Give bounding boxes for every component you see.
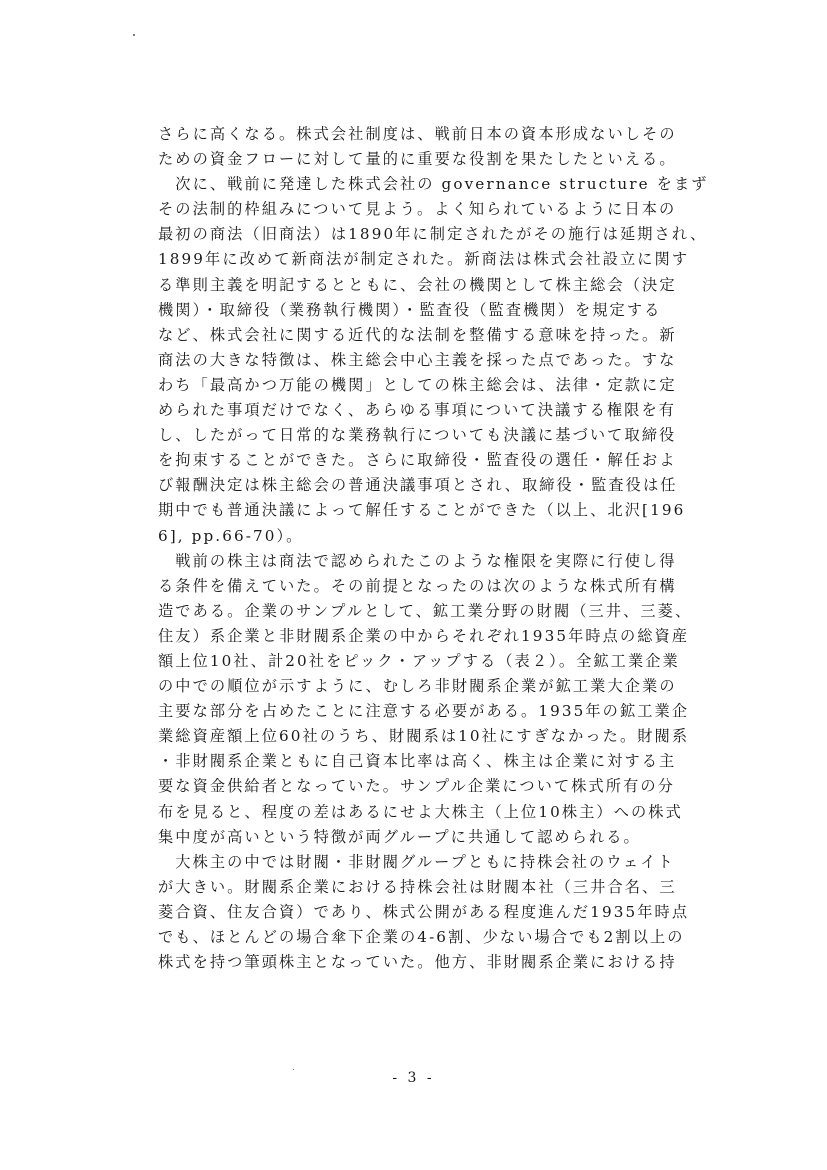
- text-line: わち「最高かつ万能の機関」としての株主総会は、法律・定款に定: [158, 375, 677, 394]
- text-line: 期中でも普通決議によって解任することができた（以上、北沢[196: [158, 501, 686, 520]
- body-text: [158, 122, 718, 975]
- text-line: 菱合資、住友合資）であり、株式公開がある程度進んだ1935年時点: [158, 902, 690, 921]
- text-line: 住友）系企業と非財閥系企業の中からそれぞれ1935年時点の総資産: [158, 626, 690, 645]
- text-line: る条件を備えていた。その前提となったのは次のような株式所有構: [158, 576, 677, 595]
- text-line: の中での順位が示すように、むしろ非財閥系企業が鉱工業大企業の: [158, 677, 677, 696]
- text-line: められた事項だけでなく、あらゆる事項について決議する権限を有: [158, 401, 677, 420]
- text-line: 業総資産額上位60社のうち、財閥系は10社にすぎなかった。財閥系: [158, 727, 690, 746]
- text-line: 戦前の株主は商法で認められたこのような権限を実際に行使し得: [158, 551, 677, 570]
- text-line: が大きい。財閥系企業における持株会社は財閥本社（三井合名、三: [158, 877, 677, 896]
- text-line: さらに高くなる。株式会社制度は、戦前日本の資本形成ないしその: [158, 125, 677, 143]
- text-line: 株式を持つ筆頭株主となっていた。他方、非財閥系企業における持: [158, 953, 677, 972]
- text-line: 造である。企業のサンプルとして、鉱工業分野の財閥（三井、三菱、: [158, 601, 693, 620]
- text-line: 次に、戦前に発達した株式会社の governance structure をまず: [158, 175, 709, 194]
- scan-speck: [133, 34, 135, 36]
- text-line: 機関）・取締役（業務執行機関）・監査役（監査機関）を規定する: [158, 300, 662, 319]
- text-line: 要な資金供給者となっていた。サンプル企業について株式所有の分: [158, 777, 675, 796]
- text-line: 最初の商法（旧商法）は1890年に制定されたがその施行は延期され、: [158, 225, 708, 244]
- text-line: を拘束することができた。さらに取締役・監査役の選任・解任およ: [158, 451, 677, 470]
- text-line: る準則主義を明記するとともに、会社の機関として株主総会（決定: [158, 275, 677, 294]
- text-line: 1899年に改めて新商法が制定された。新商法は株式会社設立に関す: [158, 250, 690, 269]
- text-line: し、したがって日常的な業務執行についても決議に基づいて取締役: [158, 426, 677, 445]
- text-line: その法制的枠組みについて見よう。よく知られているように日本の: [158, 200, 677, 219]
- text-line: ための資金フローに対して量的に重要な役割を果たしたといえる。: [158, 150, 677, 169]
- text-line: 集中度が高いという特徴が両グループに共通して認められる。: [158, 827, 641, 846]
- text-line: 主要な部分を占めたことに注意する必要がある。1935年の鉱工業企: [158, 702, 690, 721]
- text-line: 布を見ると、程度の差はあるにせよ大株主（上位10株主）への株式: [158, 802, 683, 821]
- text-line: でも、ほとんどの場合傘下企業の4-6割、少ない場合でも2割以上の: [158, 928, 685, 946]
- text-line: 商法の大きな特徴は、株主総会中心主義を採った点であった。すな: [158, 350, 677, 369]
- text-line: など、株式会社に関する近代的な法制を整備する意味を持った。新: [158, 325, 677, 344]
- text-line: び報酬決定は株主総会の普通決議事項とされ、取締役・監査役は任: [158, 476, 678, 495]
- page-number: - 3 -: [392, 1070, 435, 1086]
- text-line: ・非財閥系企業ともに自己資本比率は高く、株主は企業に対する主: [158, 752, 677, 771]
- text-line: 6], pp.66-70）。: [158, 526, 304, 545]
- text-line: 額上位10社、計20社をピック・アップする（表２）。全鉱工業企業: [158, 651, 680, 670]
- text-line: 大株主の中では財閥・非財閥グループともに持株会社のウェイト: [158, 852, 675, 871]
